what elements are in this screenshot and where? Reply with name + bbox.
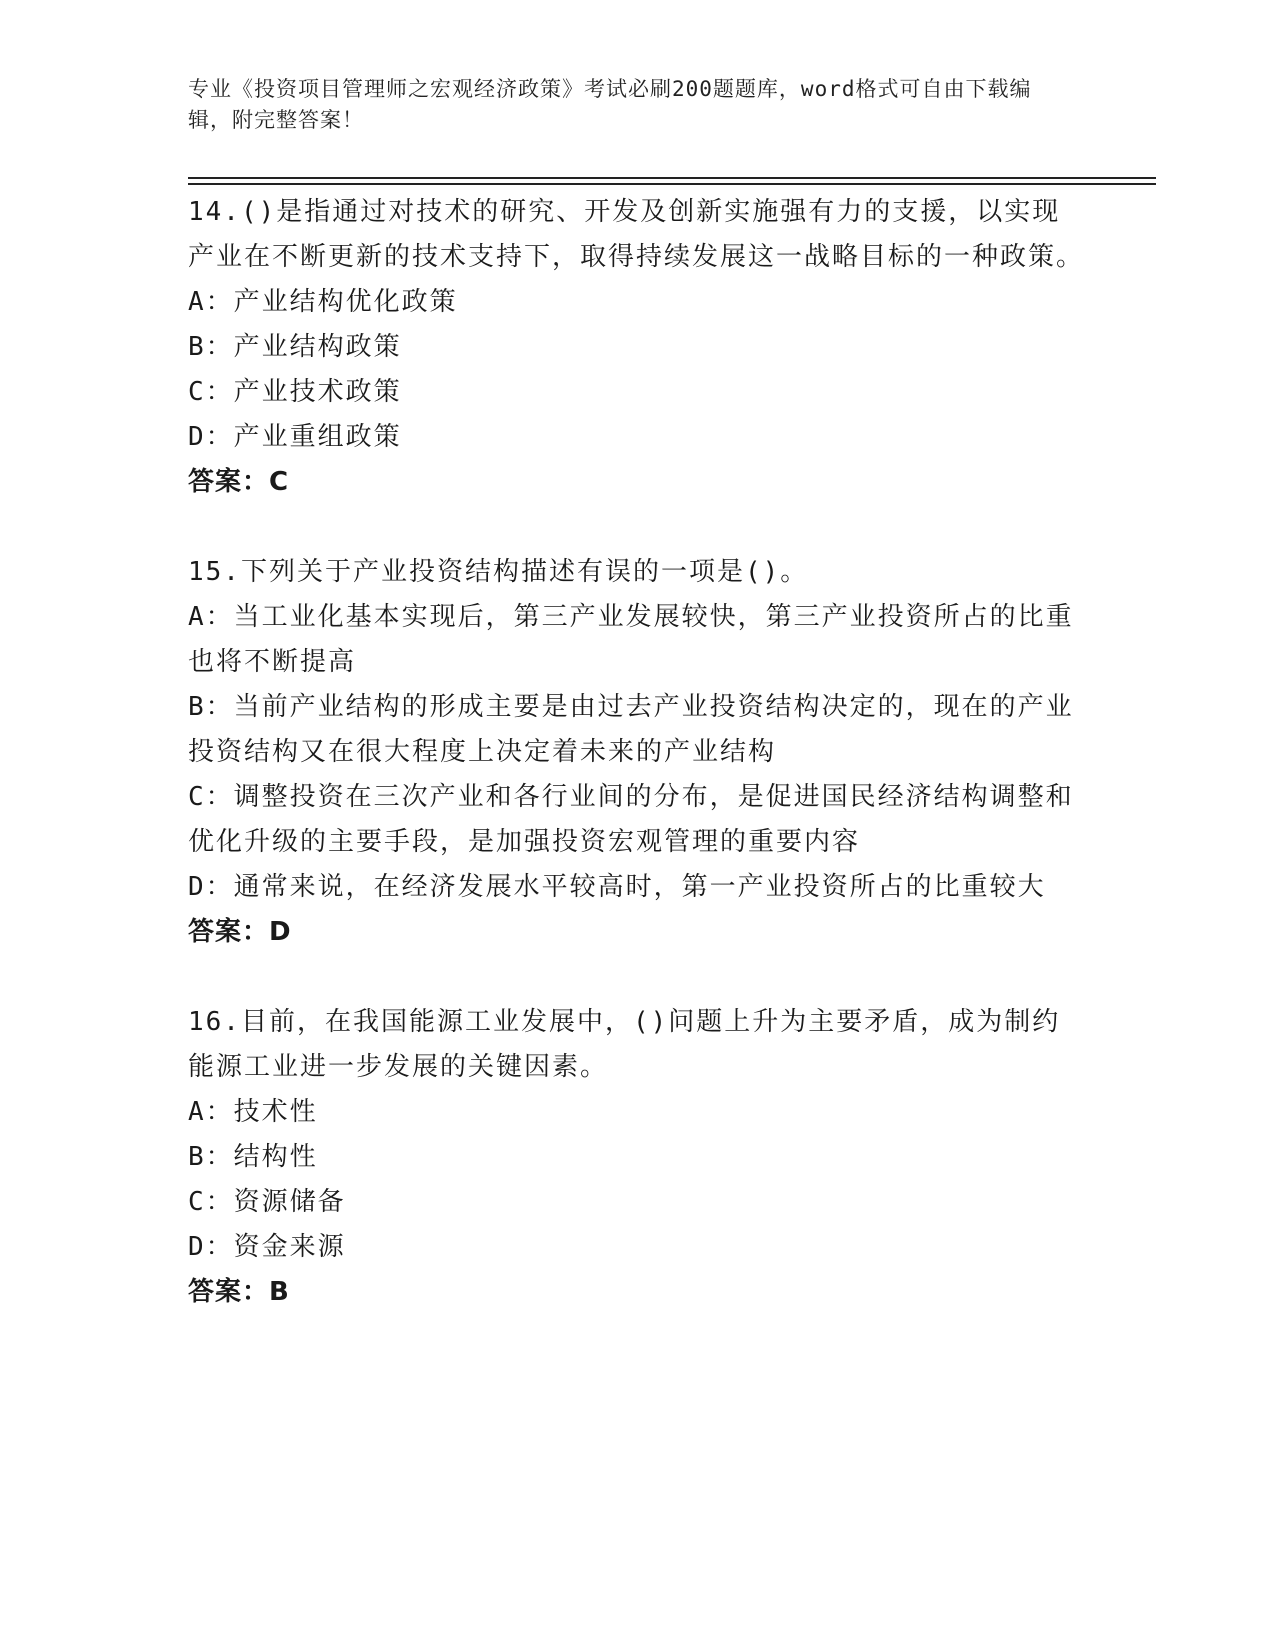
document-header: 专业《投资项目管理师之宏观经济政策》考试必刷200题题库，word格式可自由下载编辑，附完整答案！ bbox=[188, 77, 1032, 132]
option-a: A：当工业化基本实现后，第三产业发展较快，第三产业投资所占的比重也将不断提高 bbox=[188, 602, 1074, 677]
option-c: C：资源储备 bbox=[188, 1187, 346, 1217]
header-rule-bottom bbox=[188, 183, 1156, 185]
option-a: A：技术性 bbox=[188, 1097, 318, 1127]
option-b: B：产业结构政策 bbox=[188, 332, 402, 362]
option-a: A：产业结构优化政策 bbox=[188, 287, 458, 317]
question-14 bbox=[188, 190, 1088, 505]
answer-label: 答案：D bbox=[188, 917, 292, 947]
option-d: D：通常来说，在经济发展水平较高时，第一产业投资所占的比重较大 bbox=[188, 872, 1046, 902]
option-d: D：产业重组政策 bbox=[188, 422, 402, 452]
question-spacer bbox=[188, 505, 1088, 550]
question-15 bbox=[188, 550, 1088, 955]
question-text: 16.目前，在我国能源工业发展中，()问题上升为主要矛盾，成为制约能源工业进一步发展的关键因素。 bbox=[188, 1007, 1061, 1082]
option-c: C：调整投资在三次产业和各行业间的分布，是促进国民经济结构调整和优化升级的主要手段，是加强投资宏观管理的重要内容 bbox=[188, 782, 1074, 857]
option-c: C：产业技术政策 bbox=[188, 377, 402, 407]
question-text: 15.下列关于产业投资结构描述有误的一项是()。 bbox=[188, 557, 809, 587]
option-b: B：结构性 bbox=[188, 1142, 318, 1172]
header-rule-top bbox=[188, 177, 1156, 179]
question-text: 14.()是指通过对技术的研究、开发及创新实施强有力的支援，以实现产业在不断更新的技术支持下，取得持续发展这一战略目标的一种政策。 bbox=[188, 197, 1085, 272]
answer-label: 答案：B bbox=[188, 1277, 290, 1307]
question-16 bbox=[188, 1000, 1088, 1315]
question-list bbox=[188, 190, 1088, 1315]
question-spacer bbox=[188, 955, 1088, 1000]
option-b: B：当前产业结构的形成主要是由过去产业投资结构决定的，现在的产业投资结构又在很大程度上决定着未来的产业结构 bbox=[188, 692, 1074, 767]
option-d: D：资金来源 bbox=[188, 1232, 346, 1262]
answer-label: 答案：C bbox=[188, 467, 290, 497]
